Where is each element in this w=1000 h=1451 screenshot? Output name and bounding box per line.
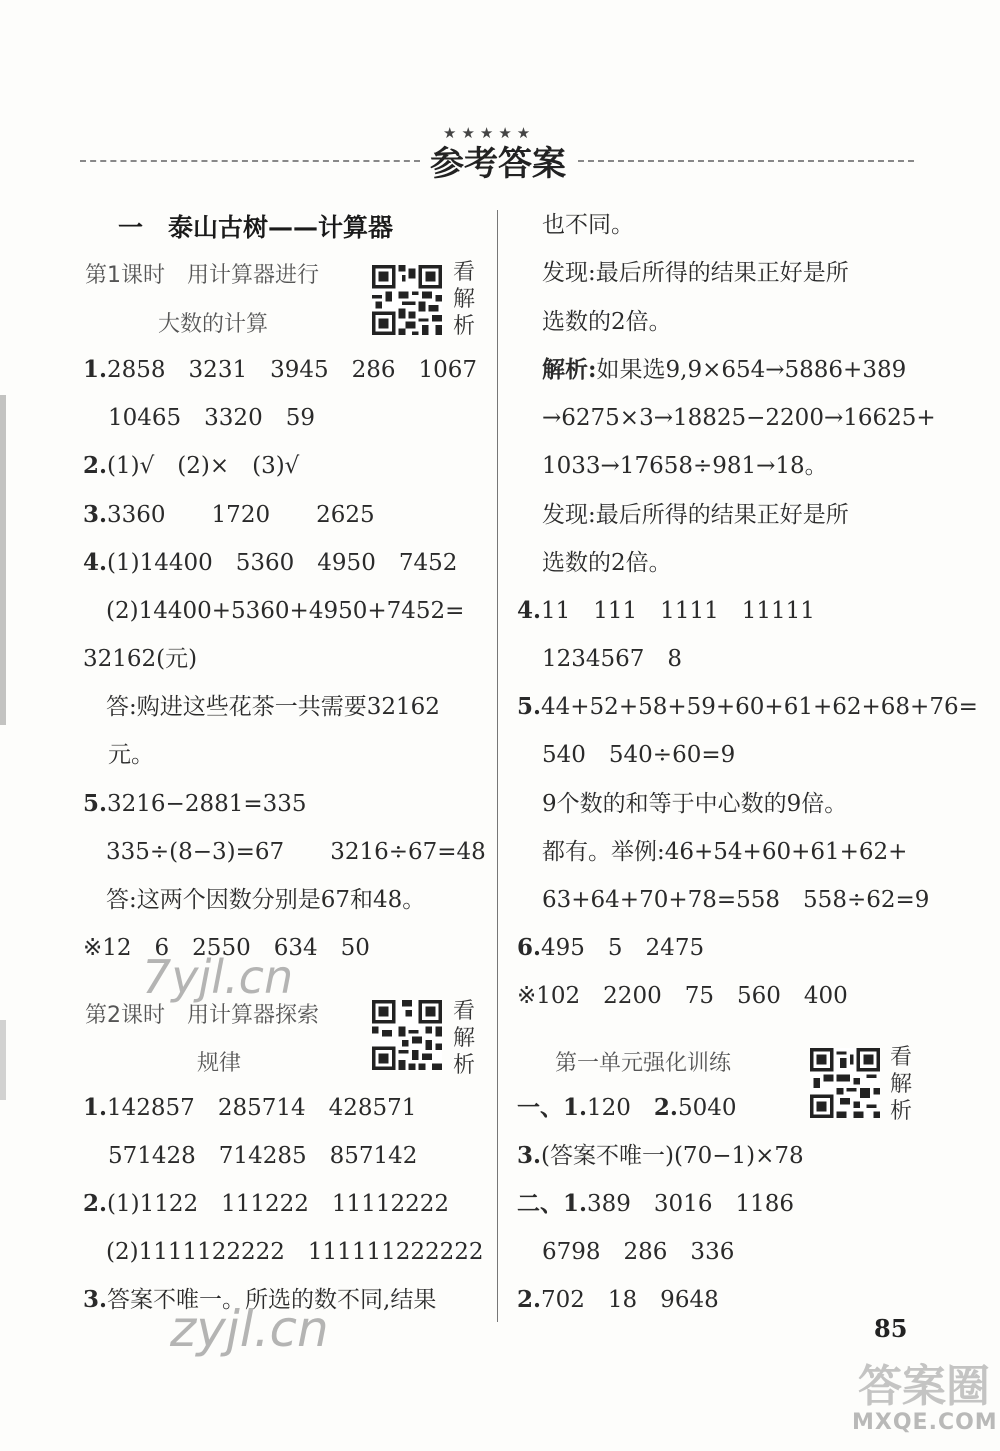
answer-line: 5.3216−2881=335 xyxy=(83,790,307,817)
lesson-2-title-line2: 规律 xyxy=(197,1051,242,1076)
lesson-1-title-line1: 第1课时 用计算器进行 xyxy=(85,263,319,288)
answer-line: 答:这两个因数分别是67和48。 xyxy=(106,887,426,913)
answer-line: (2)1111122222 111111222222 xyxy=(106,1239,484,1265)
answer-line: 335÷(8−3)=67 3216÷67=48 xyxy=(106,839,486,865)
answer-line: 一、1.120 2.5040 xyxy=(517,1094,737,1121)
answer-line: 4.(1)14400 5360 4950 7452 xyxy=(83,549,458,576)
answer-line: 1033→17658÷981→18。 xyxy=(542,453,828,479)
qr-code-icon[interactable] xyxy=(372,1000,442,1070)
answer-line: 10465 3320 59 xyxy=(108,405,315,431)
answer-line: (2)14400+5360+4950+7452= xyxy=(106,598,465,624)
watermark-logo: 答案圈 xyxy=(858,1361,990,1412)
qr-code-icon[interactable] xyxy=(372,265,442,335)
answer-line: 选数的2倍。 xyxy=(542,550,672,576)
watermark-text: 7yjl.cn xyxy=(142,950,294,1004)
answer-line: 540 540÷60=9 xyxy=(542,742,736,768)
chapter-heading: 一 泰山古树——计算器 xyxy=(118,213,394,242)
answer-line: 63+64+70+78=558 558÷62=9 xyxy=(542,887,930,913)
qr-code-icon[interactable] xyxy=(810,1048,880,1118)
page-edge-mark xyxy=(0,395,6,725)
page-number: 85 xyxy=(874,1314,908,1343)
qr-side-label: 看解析 xyxy=(453,999,476,1078)
answer-line: 2.(1)√ (2)× (3)√ xyxy=(83,452,300,479)
lesson-2-title-line1: 第2课时 用计算器探索 xyxy=(85,1003,319,1028)
answer-line: ※12 6 2550 634 50 xyxy=(83,935,370,961)
answer-line: 二、1.389 3016 1186 xyxy=(517,1190,794,1217)
answer-line: 元。 xyxy=(108,742,154,768)
answer-line: 1.2858 3231 3945 286 1067 xyxy=(83,356,478,383)
answer-line: 3.(答案不唯一)(70−1)×78 xyxy=(517,1142,804,1169)
answer-line: 解析:如果选9,9×654→5886+389 xyxy=(542,356,907,383)
answer-line: 4.11 111 1111 11111 xyxy=(517,597,815,624)
answer-line: 发现:最后所得的结果正好是所 xyxy=(542,502,849,528)
answer-line: 2.(1)1122 111222 11112222 xyxy=(83,1190,449,1217)
lesson-1-title-line2: 大数的计算 xyxy=(158,312,269,337)
answer-line: ※102 2200 75 560 400 xyxy=(517,983,848,1009)
answer-line: 答:购进这些花茶一共需要32162 xyxy=(106,694,440,720)
answer-line: 3.3360 1720 2625 xyxy=(83,501,375,528)
decorative-stars: ★★★★★ xyxy=(443,124,536,142)
header-rule-right xyxy=(578,160,914,162)
answer-line: 6.495 5 2475 xyxy=(517,934,705,961)
qr-side-label: 看解析 xyxy=(453,260,476,339)
answer-line: 2.702 18 9648 xyxy=(517,1286,719,1313)
page-title: 参考答案 xyxy=(430,144,566,184)
answer-line: 发现:最后所得的结果正好是所 xyxy=(542,260,849,286)
answer-line: 6798 286 336 xyxy=(542,1239,735,1265)
answer-line: 9个数的和等于中心数的9倍。 xyxy=(542,791,848,817)
answer-line: 1234567 8 xyxy=(542,646,683,672)
answer-line: 3.答案不唯一。所选的数不同,结果 xyxy=(83,1286,437,1313)
answer-line: →6275×3→18825−2200→16625+ xyxy=(542,405,936,431)
header-rule-left xyxy=(80,160,420,162)
watermark-text: zyjl.cn xyxy=(170,1300,329,1358)
answer-line: 5.44+52+58+59+60+61+62+68+76= xyxy=(517,693,978,720)
page-edge-mark xyxy=(0,1020,6,1100)
unit-review-title: 第一单元强化训练 xyxy=(555,1051,732,1076)
answer-line: 32162(元) xyxy=(83,646,198,672)
watermark-url: MXQE.COM xyxy=(852,1410,998,1435)
column-divider xyxy=(497,210,498,1322)
answer-line: 选数的2倍。 xyxy=(542,309,672,335)
answer-line: 都有。举例:46+54+60+61+62+ xyxy=(542,839,908,865)
answer-line: 也不同。 xyxy=(542,212,634,238)
answer-line: 571428 714285 857142 xyxy=(108,1143,418,1169)
qr-side-label: 看解析 xyxy=(890,1045,913,1124)
answer-line: 1.142857 285714 428571 xyxy=(83,1094,417,1121)
